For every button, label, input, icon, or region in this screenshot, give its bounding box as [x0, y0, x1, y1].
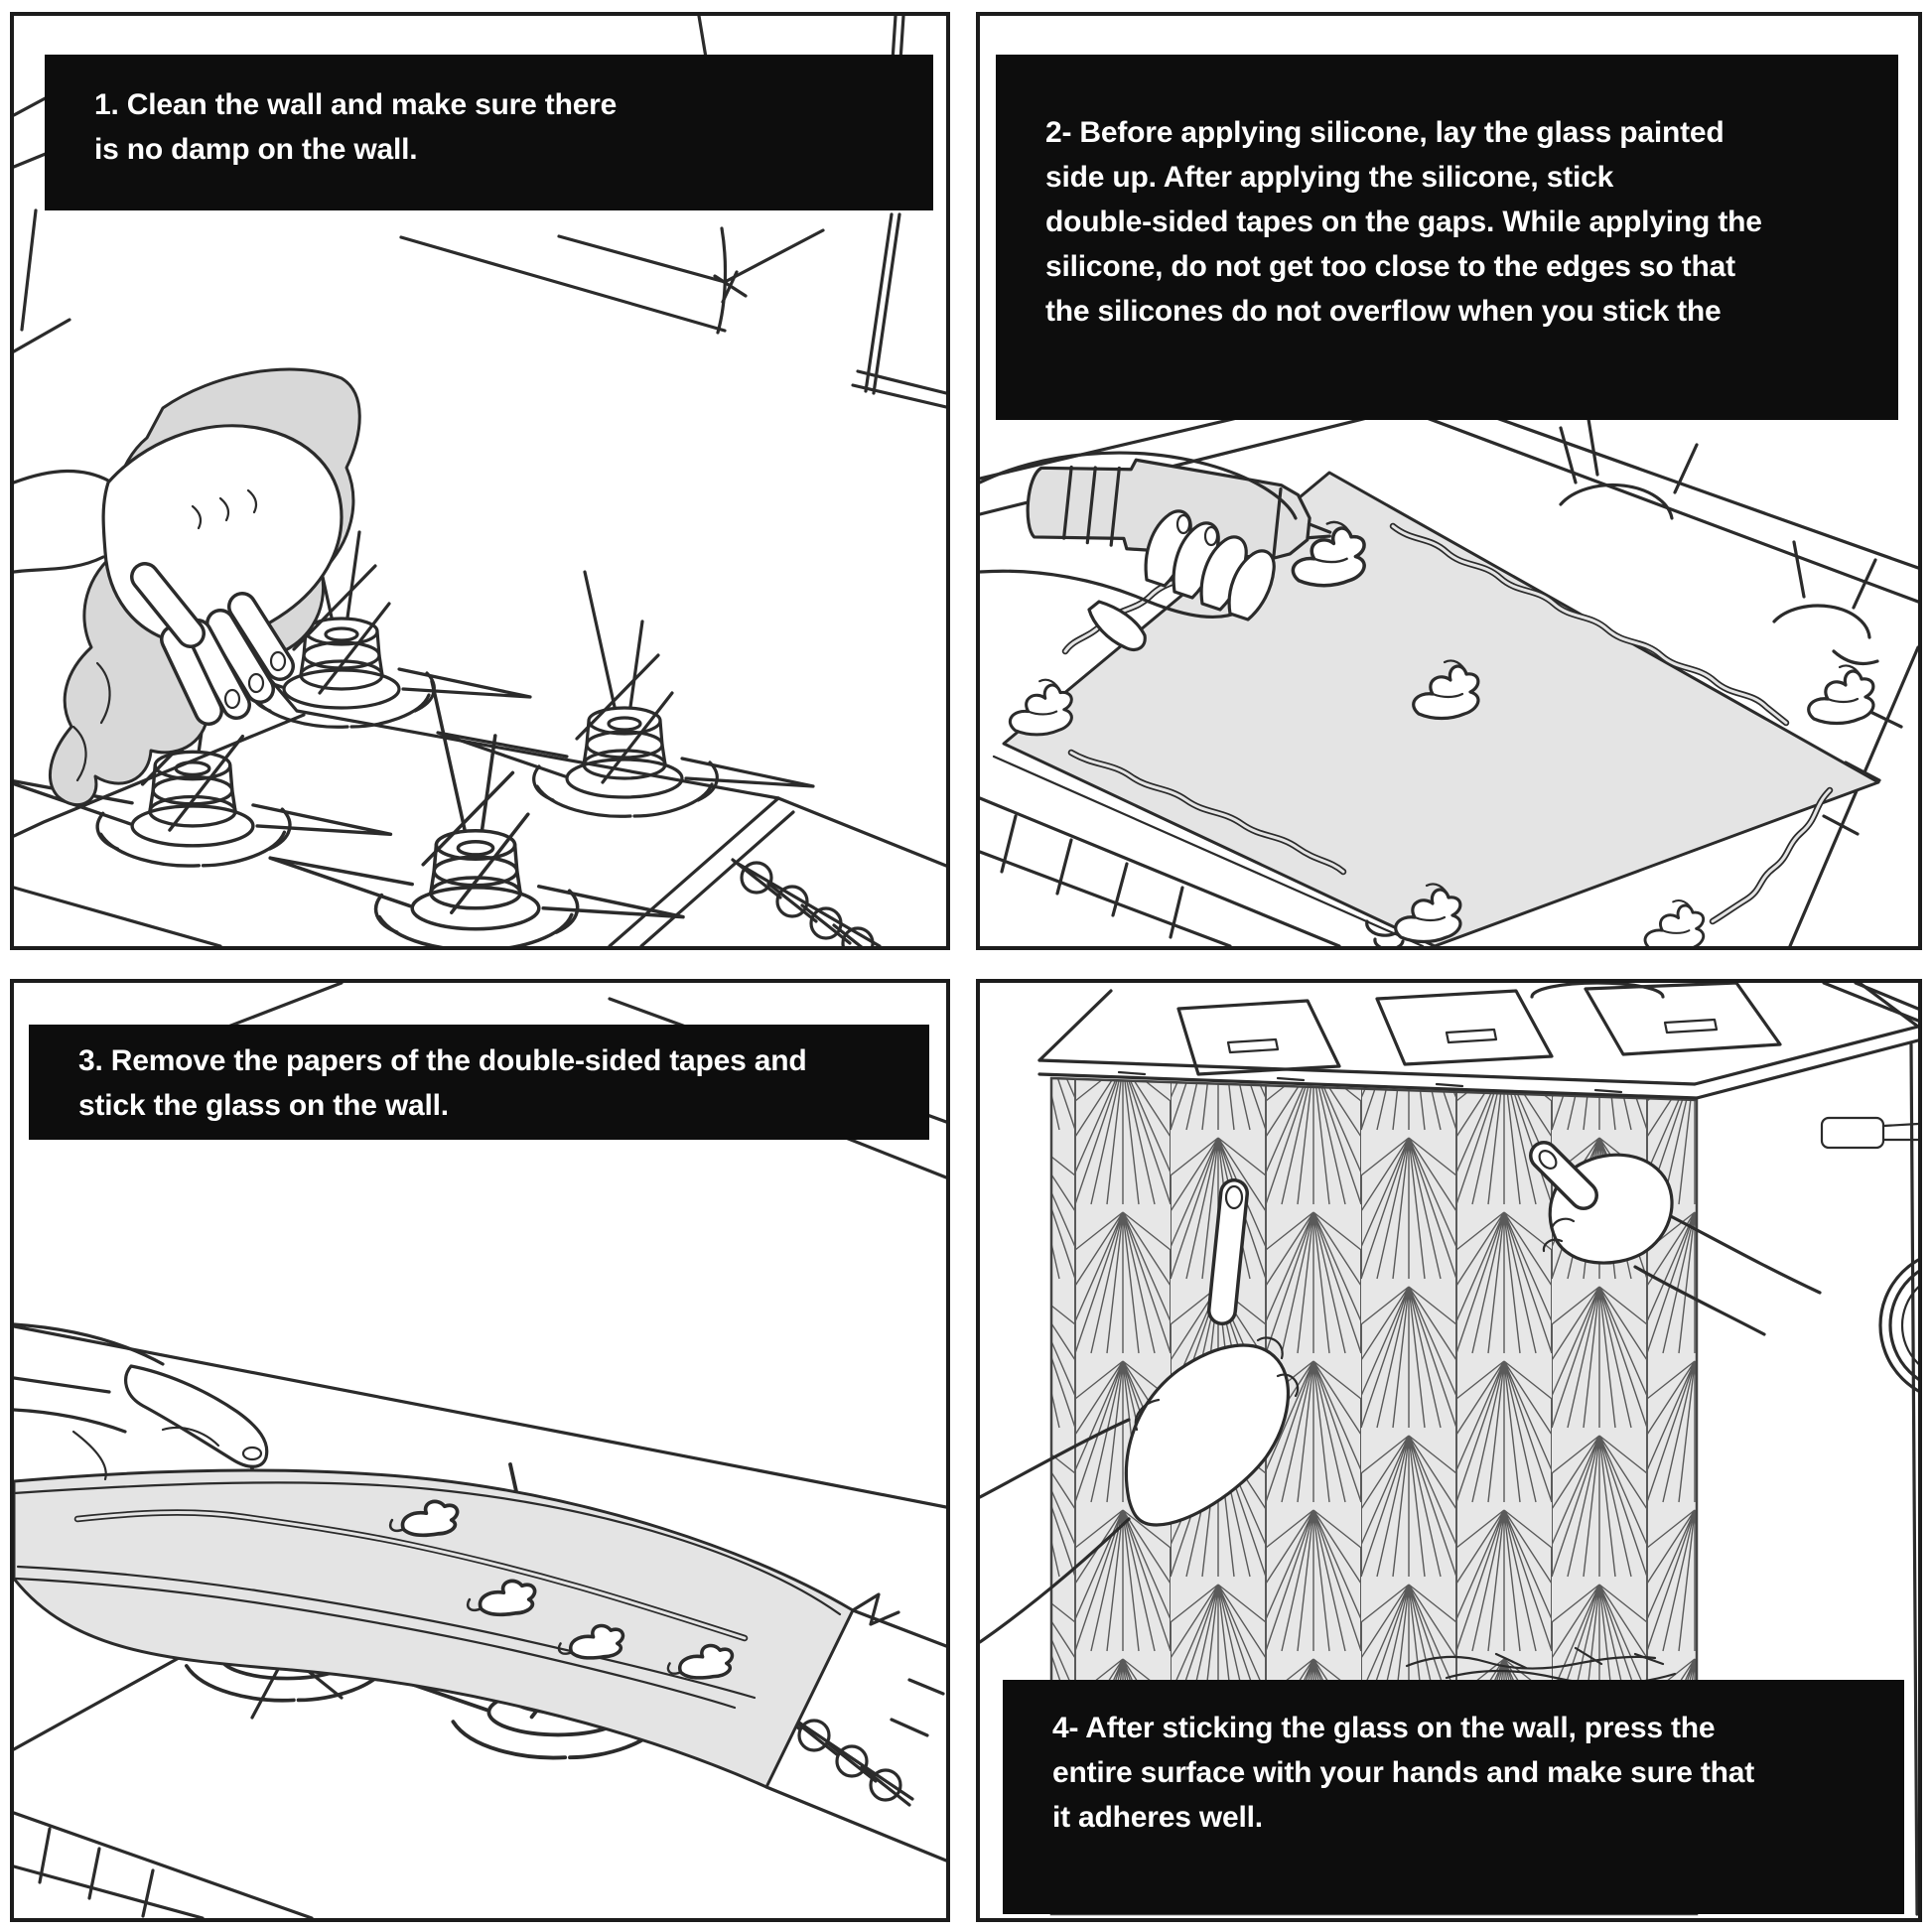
instruction-line: 3. Remove the papers of the double-sided tapes and	[78, 1044, 807, 1077]
instruction-line: side up. After applying the silicone, stick	[1045, 161, 1614, 194]
hand-sketch	[14, 1324, 267, 1479]
instruction-line: entire surface with your hands and make sure that	[1052, 1756, 1755, 1789]
instruction-box-step-4	[1003, 1680, 1904, 1914]
panel-step-3	[10, 979, 950, 1922]
instruction-line: is no damp on the wall.	[94, 133, 418, 166]
instruction-line: double-sided tapes on the gaps. While applying the	[1045, 206, 1762, 238]
instruction-line: it adheres well.	[1052, 1801, 1263, 1834]
instruction-box-step-2	[996, 55, 1898, 420]
instruction-line: 2- Before applying silicone, lay the glass painted	[1045, 116, 1725, 149]
glass-panel-sketch	[14, 1470, 898, 1787]
hand-sketch	[14, 426, 342, 711]
instruction-line: 4- After sticking the glass on the wall, press the	[1052, 1712, 1716, 1744]
instruction-line: the silicones do not overflow when you stick the	[1045, 295, 1722, 328]
instruction-line: stick the glass on the wall.	[78, 1089, 449, 1122]
range-hood-sketch	[1039, 983, 1918, 1098]
instruction-box-step-1	[45, 55, 933, 210]
panel-step-1	[10, 12, 950, 950]
instruction-line: 1. Clean the wall and make sure there	[94, 88, 618, 121]
panel-step-2	[976, 12, 1922, 950]
instruction-box-step-3	[29, 1025, 929, 1140]
instruction-line: silicone, do not get too close to the edges so that	[1045, 250, 1735, 283]
panel-step-4	[976, 979, 1922, 1922]
control-knobs-sketch	[733, 860, 882, 946]
